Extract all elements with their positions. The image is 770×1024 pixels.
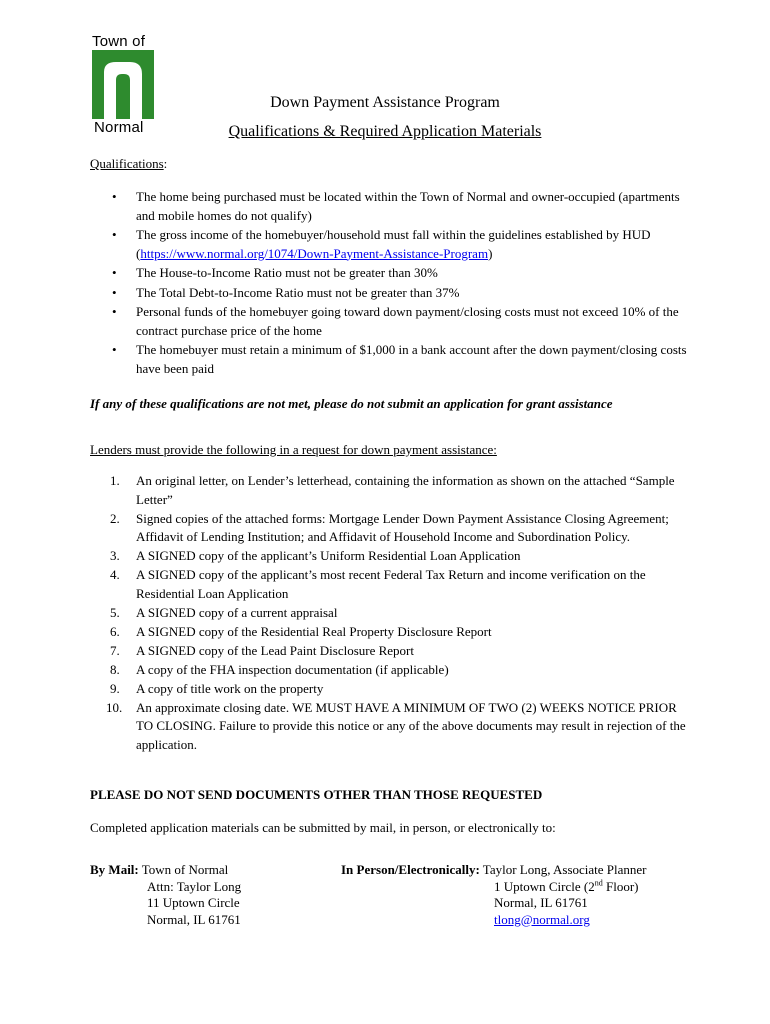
list-item: 6. A SIGNED copy of the Residential Real Property Disclosure Report [110,623,492,639]
qualifications-heading: Qualifications: [90,156,168,171]
page-title: Down Payment Assistance Program [270,94,500,111]
list-item: 2. Signed copies of the attached forms: Mortgage Lender Down Payment Assistance Closing Agreement; Affidavit of Lending Institution; and Affidavit of Household Income and Subordination Policy. [110,510,669,544]
in-person-address-block: In Person/Electronically: Taylor Long, Associate Planner 1 Uptown Circle (2nd Floor) Normal, IL 61761 tlong@normal.org [341,862,647,927]
logo-text-bottom: Normal [94,119,144,136]
page-subtitle: Qualifications & Required Application Materials [228,123,542,140]
list-item: 1. An original letter, on Lender’s letterhead, containing the information as shown on the attached “Sample Letter” [110,473,675,507]
logo-text-top: Town of [92,33,146,50]
list-item: 7. A SIGNED copy of the Lead Paint Disclosure Report [110,642,415,658]
qualifications-warning: If any of these qualifications are not met, please do not submit an application for grant assistance [90,396,613,411]
hud-guidelines-link[interactable]: https://www.normal.org/1074/Down-Payment-Assistance-Program [140,245,489,261]
list-item: 10. An approximate closing date. WE MUST HAVE A MINIMUM OF TWO (2) WEEKS NOTICE PRIOR TO CLOSING. Failure to provide this notice or any of the above documents may result in rejection of the application. [106,699,686,752]
lenders-heading: Lenders must provide the following in a request for down payment assistance: [90,442,497,457]
qualifications-list [90,188,690,379]
list-item: 3. A SIGNED copy of the applicant’s Uniform Residential Loan Application [110,548,521,563]
list-item: • The Total Debt-to-Income Ratio must not be greater than 37% [90,284,690,303]
list-item: • Personal funds of the homebuyer going toward down payment/closing costs must not exceed 10% of the contract purchase price of the home [90,303,690,340]
in-person-label: In Person/Electronically: [341,862,480,877]
list-item: • The House-to-Income Ratio must not be greater than 30% [90,264,690,283]
list-item: 8. A copy of the FHA inspection documentation (if applicable) [110,661,449,677]
list-item: 4. A SIGNED copy of the applicant’s most recent Federal Tax Return and income verification on the Residential Loan Application [110,567,646,601]
list-item: 5. A SIGNED copy of a current appraisal [110,604,338,620]
notice-text: PLEASE DO NOT SEND DOCUMENTS OTHER THAN THOSE REQUESTED [90,787,543,802]
list-item: • The homebuyer must retain a minimum of $1,000 in a bank account after the down payment/closing costs have been paid [90,341,690,378]
list-item: 9. A copy of title work on the property [110,680,324,696]
mail-label: By Mail: [90,862,139,877]
list-item: • The gross income of the homebuyer/household must fall within the guidelines established by HUD (https://www.normal.org/1074/Down-Payment-Assistance-Program) [90,226,690,263]
email-link[interactable]: tlong@normal.org [494,911,590,927]
mail-address-block: By Mail: Town of Normal Attn: Taylor Long 11 Uptown Circle Normal, IL 61761 [90,862,242,927]
submit-instructions: Completed application materials can be submitted by mail, in person, or electronically to: [90,820,556,835]
lender-requirements-list [90,472,690,755]
list-item: • The home being purchased must be located within the Town of Normal and owner-occupied (apartments and mobile homes do not qualify) [90,188,690,225]
